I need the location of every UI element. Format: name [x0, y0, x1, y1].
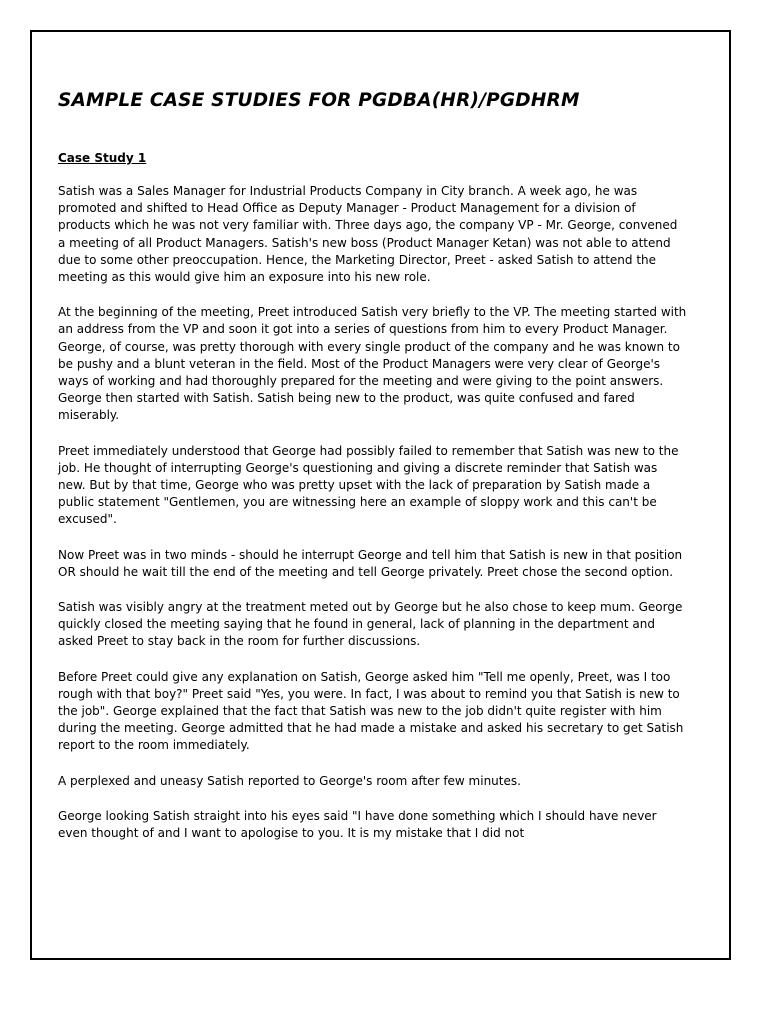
document-title: SAMPLE CASE STUDIES FOR PGDBA(HR)/PGDHRM — [58, 90, 580, 111]
paragraph-1: Satish was a Sales Manager for Industrial Products Company in City branch. A week ago, he was promoted and shifted to Head Office as Deputy Manager - Product Management for a division of products which he was not very familiar with. Three days ago, the company VP - Mr. George, convened a meeting of all Product Managers. Satish's new boss (Product Manager Ketan) was not able to attend due to some other preoccupation. Hence, the Marketing Director, Preet - asked Satish to attend the meeting as this would give him an exposure into his new role. — [58, 184, 678, 285]
paragraph-5: Satish was visibly angry at the treatment meted out by George but he also chose to keep mum. George quickly closed the meeting saying that he found in general, lack of planning in the department and asked Preet to stay back in the room for further discussions. — [58, 600, 683, 649]
paragraph-8: George looking Satish straight into his eyes said "I have done something which I should have never even thought of and I want to apologise to you. It is my mistake that I did not — [58, 808, 657, 841]
paragraph-6: Before Preet could give any explanation on Satish, George asked him "Tell me openly, Preet, was I too rough with that boy?" Preet said "Yes, you were. In fact, I was about to remind you that Satish is new to the job". George explained that the fact that Satish was new to the job didn't quite register with him during the meeting. George admitted that he had made a mistake and asked his secretary to get Satish report to the room immediately. — [58, 669, 684, 753]
document-content — [58, 90, 688, 860]
case-study-heading: Case Study 1 — [58, 151, 147, 165]
paragraph-7: A perplexed and uneasy Satish reported to George's room after few minutes. — [58, 773, 521, 788]
paragraph-2: At the beginning of the meeting, Preet introduced Satish very briefly to the VP. The meeting started with an address from the VP and soon it got into a series of questions from him to every Product Manager. George, of course, was pretty thorough with every single product of the company and he was known to be pushy and a blunt veteran in the field. Most of the Product Managers were very clear of George's ways of working and had thoroughly prepared for the meeting and were giving to the point answers. George then started with Satish. Satish being new to the product, was quite confused and fared miserably. — [58, 305, 687, 423]
paragraph-3: Preet immediately understood that George had possibly failed to remember that Satish was new to the job. He thought of interrupting George's questioning and giving a discrete reminder that Satish was new. But by that time, George who was pretty upset with the lack of preparation by Satish made a public statement "Gentlemen, you are witnessing here an example of sloppy work and this can't be excused". — [58, 443, 679, 527]
paragraph-4: Now Preet was in two minds - should he interrupt George and tell him that Satish is new in that position OR should he wait till the end of the meeting and tell George privately. Preet chose the second option. — [58, 547, 683, 579]
